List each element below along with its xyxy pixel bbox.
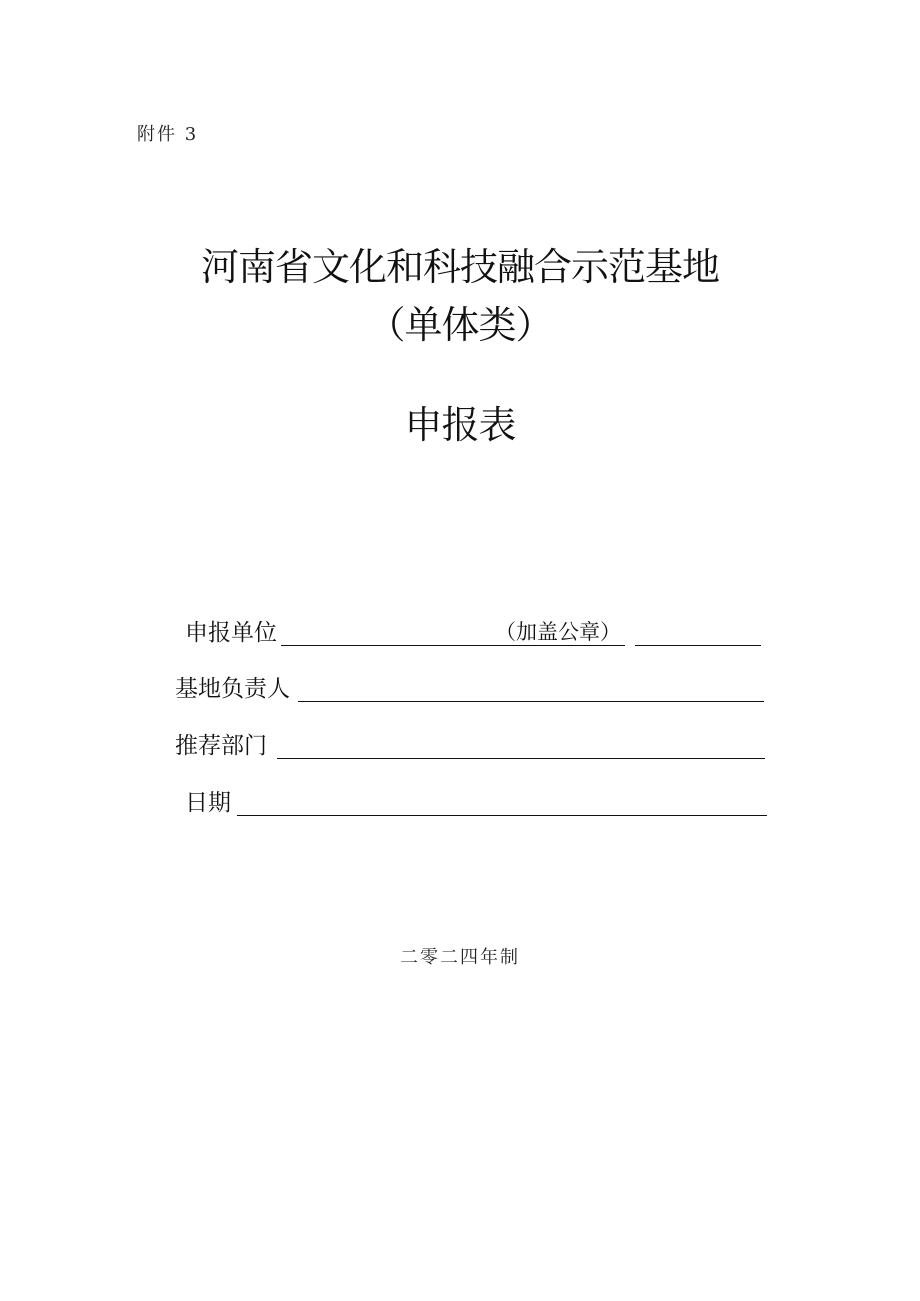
- applicant-field[interactable]: [281, 619, 493, 646]
- form-title: 申报表: [404, 403, 516, 447]
- applicant-label: 申报单位: [185, 620, 277, 646]
- recommending-dept-label: 推荐部门: [175, 733, 267, 759]
- base-leader-label: 基地负责人: [175, 676, 290, 702]
- date-row: [185, 782, 767, 816]
- applicant-field-extra[interactable]: [635, 619, 761, 646]
- date-field[interactable]: [237, 789, 767, 816]
- base-leader-row: [175, 668, 764, 702]
- base-leader-field[interactable]: [298, 675, 764, 702]
- stamp-note: （加盖公章）: [493, 619, 625, 646]
- made-in-year: 二零二四年制: [400, 947, 520, 968]
- applicant-row: [185, 612, 761, 646]
- attachment-label: 附件 3: [137, 124, 199, 145]
- recommending-dept-field[interactable]: [277, 732, 765, 759]
- date-label: 日期: [185, 790, 231, 816]
- recommending-dept-row: [175, 725, 765, 759]
- document-title: 河南省文化和科技融合示范基地: [200, 245, 719, 289]
- document-subtitle: （单体类）: [367, 303, 553, 347]
